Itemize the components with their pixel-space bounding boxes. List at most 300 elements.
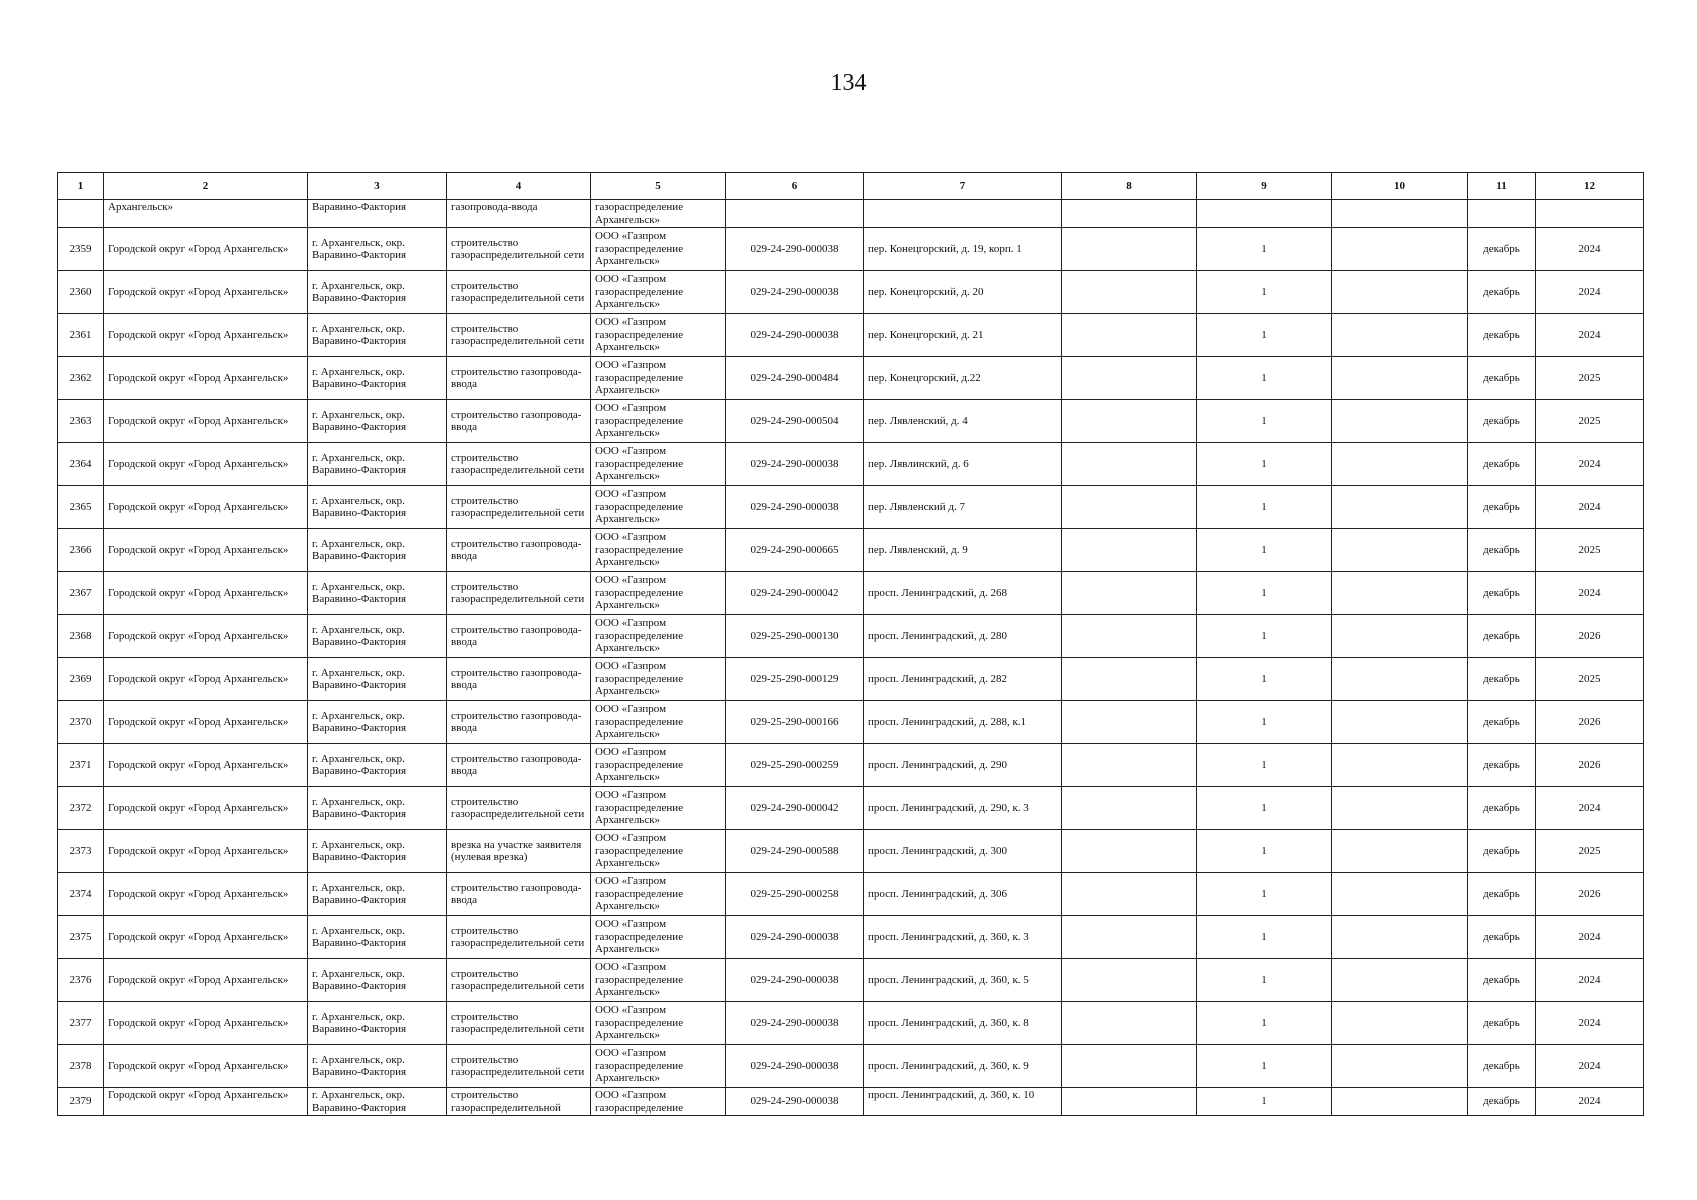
year-cell: 2025 [1536,357,1644,400]
year-cell: 2024 [1536,1045,1644,1088]
col10-cell [1332,916,1468,959]
table-row [58,1045,1644,1088]
work-type-cell: строительство газораспределительной [447,1088,591,1116]
col8-cell [1062,1002,1197,1045]
row-number-cell: 2367 [58,572,104,615]
row-number-cell: 2364 [58,443,104,486]
column-header: 2 [104,173,308,200]
col10-cell [1332,400,1468,443]
municipality-cell: Городской округ «Город Архангельск» [104,1088,308,1116]
organization-cell: ООО «Газпром газораспределение Архангельск» [591,400,726,443]
year-cell: 2024 [1536,271,1644,314]
count-cell: 1 [1197,357,1332,400]
program-number-cell: 029-25-290-000129 [726,658,864,701]
count-cell: 1 [1197,572,1332,615]
month-cell: декабрь [1468,271,1536,314]
table-row [58,314,1644,357]
row-number-cell: 2366 [58,529,104,572]
municipality-cell: Городской округ «Город Архангельск» [104,1045,308,1088]
month-cell: декабрь [1468,228,1536,271]
table-row [58,916,1644,959]
col8-cell [1062,357,1197,400]
municipality-cell: Городской округ «Город Архангельск» [104,959,308,1002]
locality-cell: г. Архангельск, окр. Варавино-Фактория [308,314,447,357]
locality-cell: г. Архангельск, окр. Варавино-Фактория [308,787,447,830]
count-cell: 1 [1197,615,1332,658]
organization-cell: ООО «Газпром газораспределение Архангельск» [591,357,726,400]
col10-cell [1332,1002,1468,1045]
municipality-cell: Городской округ «Город Архангельск» [104,443,308,486]
count-cell: 1 [1197,486,1332,529]
month-cell: декабрь [1468,400,1536,443]
col10-cell [1332,615,1468,658]
month-cell: декабрь [1468,1002,1536,1045]
row-number-cell: 2368 [58,615,104,658]
program-number-cell: 029-24-290-000038 [726,1002,864,1045]
table-row [58,572,1644,615]
program-number-cell: 029-24-290-000484 [726,357,864,400]
column-header: 7 [864,173,1062,200]
column-header: 5 [591,173,726,200]
col10-cell [1332,357,1468,400]
col8-cell [1062,443,1197,486]
program-number-cell: 029-25-290-000258 [726,873,864,916]
year-cell: 2024 [1536,916,1644,959]
month-cell: декабрь [1468,357,1536,400]
row-number-cell: 2362 [58,357,104,400]
year-cell: 2024 [1536,486,1644,529]
row-number-cell: 2377 [58,1002,104,1045]
col8-cell [1062,314,1197,357]
table-row [58,486,1644,529]
program-number-cell [726,200,864,228]
year-cell: 2024 [1536,314,1644,357]
count-cell: 1 [1197,1002,1332,1045]
table-header-row [58,173,1644,200]
col10-cell [1332,572,1468,615]
month-cell: декабрь [1468,572,1536,615]
organization-cell: ООО «Газпром газораспределение [591,1088,726,1116]
row-number-cell: 2363 [58,400,104,443]
column-header: 6 [726,173,864,200]
year-cell: 2026 [1536,744,1644,787]
locality-cell: г. Архангельск, окр. Варавино-Фактория [308,572,447,615]
month-cell: декабрь [1468,744,1536,787]
address-cell: просп. Ленинградский, д. 306 [864,873,1062,916]
municipality-cell: Городской округ «Город Архангельск» [104,314,308,357]
address-cell: пер. Лявленский, д. 9 [864,529,1062,572]
col10-cell [1332,1045,1468,1088]
address-cell: пер. Лявленский, д. 4 [864,400,1062,443]
work-type-cell: строительство газораспределительной сети [447,1002,591,1045]
municipality-cell: Городской округ «Город Архангельск» [104,615,308,658]
col8-cell [1062,658,1197,701]
address-cell: просп. Ленинградский, д. 290 [864,744,1062,787]
locality-cell: Варавино-Фактория [308,200,447,228]
address-cell: пер. Конецгорский, д.22 [864,357,1062,400]
count-cell: 1 [1197,271,1332,314]
year-cell: 2026 [1536,873,1644,916]
table-row [58,701,1644,744]
organization-cell: ООО «Газпром газораспределение Архангельск» [591,443,726,486]
year-cell: 2024 [1536,1002,1644,1045]
count-cell: 1 [1197,916,1332,959]
count-cell [1197,200,1332,228]
work-type-cell: газопровода-ввода [447,200,591,228]
municipality-cell: Городской округ «Город Архангельск» [104,916,308,959]
count-cell: 1 [1197,529,1332,572]
program-number-cell: 029-24-290-000038 [726,959,864,1002]
address-cell: пер. Лявленский д. 7 [864,486,1062,529]
address-cell [864,200,1062,228]
col10-cell [1332,658,1468,701]
col8-cell [1062,959,1197,1002]
col10-cell [1332,314,1468,357]
month-cell: декабрь [1468,701,1536,744]
col8-cell [1062,615,1197,658]
municipality-cell: Городской округ «Город Архангельск» [104,744,308,787]
locality-cell: г. Архангельск, окр. Варавино-Фактория [308,400,447,443]
row-number-cell: 2371 [58,744,104,787]
year-cell: 2024 [1536,959,1644,1002]
locality-cell: г. Архангельск, окр. Варавино-Фактория [308,658,447,701]
year-cell [1536,200,1644,228]
municipality-cell: Архангельск» [104,200,308,228]
column-header: 12 [1536,173,1644,200]
program-number-cell: 029-25-290-000130 [726,615,864,658]
locality-cell: г. Архангельск, окр. Варавино-Фактория [308,916,447,959]
column-header: 4 [447,173,591,200]
page-number: 134 [830,70,867,96]
table-row [58,830,1644,873]
row-number-cell: 2378 [58,1045,104,1088]
data-table [57,172,1644,1116]
count-cell: 1 [1197,959,1332,1002]
locality-cell: г. Архангельск, окр. Варавино-Фактория [308,443,447,486]
organization-cell: ООО «Газпром газораспределение Архангельск» [591,615,726,658]
locality-cell: г. Архангельск, окр. Варавино-Фактория [308,271,447,314]
municipality-cell: Городской округ «Город Архангельск» [104,400,308,443]
year-cell: 2025 [1536,830,1644,873]
locality-cell: г. Архангельск, окр. Варавино-Фактория [308,486,447,529]
row-number-cell: 2373 [58,830,104,873]
column-header: 1 [58,173,104,200]
program-number-cell: 029-24-290-000038 [726,228,864,271]
organization-cell: ООО «Газпром газораспределение Архангельск» [591,873,726,916]
locality-cell: г. Архангельск, окр. Варавино-Фактория [308,615,447,658]
organization-cell: ООО «Газпром газораспределение Архангельск» [591,744,726,787]
year-cell: 2025 [1536,529,1644,572]
work-type-cell: строительство газораспределительной сети [447,314,591,357]
locality-cell: г. Архангельск, окр. Варавино-Фактория [308,701,447,744]
work-type-cell: строительство газораспределительной сети [447,959,591,1002]
work-type-cell: строительство газопровода-ввода [447,400,591,443]
program-number-cell: 029-24-290-000038 [726,1045,864,1088]
municipality-cell: Городской округ «Город Архангельск» [104,357,308,400]
program-number-cell: 029-24-290-000042 [726,572,864,615]
count-cell: 1 [1197,1045,1332,1088]
work-type-cell: строительство газораспределительной сети [447,572,591,615]
col10-cell [1332,443,1468,486]
work-type-cell: строительство газораспределительной сети [447,271,591,314]
row-number-cell: 2375 [58,916,104,959]
work-type-cell: строительство газораспределительной сети [447,443,591,486]
work-type-cell: строительство газораспределительной сети [447,228,591,271]
organization-cell: ООО «Газпром газораспределение Архангельск» [591,787,726,830]
address-cell: пер. Конецгорский, д. 21 [864,314,1062,357]
column-header: 10 [1332,173,1468,200]
municipality-cell: Городской округ «Город Архангельск» [104,572,308,615]
year-cell: 2026 [1536,615,1644,658]
month-cell: декабрь [1468,787,1536,830]
month-cell: декабрь [1468,443,1536,486]
column-header: 9 [1197,173,1332,200]
col8-cell [1062,400,1197,443]
organization-cell: ООО «Газпром газораспределение Архангельск» [591,830,726,873]
year-cell: 2025 [1536,400,1644,443]
year-cell: 2024 [1536,1088,1644,1116]
locality-cell: г. Архангельск, окр. Варавино-Фактория [308,744,447,787]
municipality-cell: Городской округ «Город Архангельск» [104,701,308,744]
table-row [58,744,1644,787]
col10-cell [1332,830,1468,873]
program-number-cell: 029-24-290-000042 [726,787,864,830]
municipality-cell: Городской округ «Город Архангельск» [104,1002,308,1045]
table-row [58,959,1644,1002]
year-cell: 2024 [1536,787,1644,830]
address-cell: просп. Ленинградский, д. 360, к. 5 [864,959,1062,1002]
organization-cell: ООО «Газпром газораспределение Архангельск» [591,486,726,529]
address-cell: пер. Конецгорский, д. 19, корп. 1 [864,228,1062,271]
row-number-cell: 2379 [58,1088,104,1116]
work-type-cell: строительство газопровода-ввода [447,357,591,400]
count-cell: 1 [1197,873,1332,916]
work-type-cell: строительство газораспределительной сети [447,486,591,529]
year-cell: 2024 [1536,228,1644,271]
col10-cell [1332,529,1468,572]
work-type-cell: строительство газопровода-ввода [447,615,591,658]
organization-cell: ООО «Газпром газораспределение Архангельск» [591,314,726,357]
table-row [58,658,1644,701]
locality-cell: г. Архангельск, окр. Варавино-Фактория [308,1002,447,1045]
month-cell [1468,200,1536,228]
month-cell: декабрь [1468,873,1536,916]
work-type-cell: врезка на участке заявителя (нулевая врезка) [447,830,591,873]
col10-cell [1332,787,1468,830]
work-type-cell: строительство газопровода-ввода [447,873,591,916]
organization-cell: ООО «Газпром газораспределение Архангельск» [591,658,726,701]
column-header: 3 [308,173,447,200]
col8-cell [1062,572,1197,615]
count-cell: 1 [1197,228,1332,271]
program-number-cell: 029-24-290-000504 [726,400,864,443]
table-row [58,1002,1644,1045]
table-row [58,200,1644,228]
month-cell: декабрь [1468,615,1536,658]
address-cell: просп. Ленинградский, д. 280 [864,615,1062,658]
col10-cell [1332,486,1468,529]
count-cell: 1 [1197,314,1332,357]
program-number-cell: 029-24-290-000038 [726,486,864,529]
table-row [58,443,1644,486]
organization-cell: ООО «Газпром газораспределение Архангельск» [591,916,726,959]
col8-cell [1062,271,1197,314]
program-number-cell: 029-24-290-000588 [726,830,864,873]
col10-cell [1332,1088,1468,1116]
address-cell: просп. Ленинградский, д. 288, к.1 [864,701,1062,744]
col8-cell [1062,529,1197,572]
month-cell: декабрь [1468,1088,1536,1116]
municipality-cell: Городской округ «Город Архангельск» [104,873,308,916]
work-type-cell: строительство газопровода-ввода [447,658,591,701]
municipality-cell: Городской округ «Город Архангельск» [104,529,308,572]
month-cell: декабрь [1468,529,1536,572]
row-number-cell: 2365 [58,486,104,529]
count-cell: 1 [1197,400,1332,443]
address-cell: просп. Ленинградский, д. 360, к. 3 [864,916,1062,959]
locality-cell: г. Архангельск, окр. Варавино-Фактория [308,1088,447,1116]
address-cell: просп. Ленинградский, д. 360, к. 8 [864,1002,1062,1045]
col8-cell [1062,916,1197,959]
row-number-cell [58,200,104,228]
count-cell: 1 [1197,744,1332,787]
col10-cell [1332,873,1468,916]
col8-cell [1062,1045,1197,1088]
month-cell: декабрь [1468,916,1536,959]
col10-cell [1332,744,1468,787]
table-row [58,529,1644,572]
program-number-cell: 029-24-290-000038 [726,314,864,357]
count-cell: 1 [1197,787,1332,830]
year-cell: 2024 [1536,443,1644,486]
row-number-cell: 2372 [58,787,104,830]
row-number-cell: 2360 [58,271,104,314]
organization-cell: ООО «Газпром газораспределение Архангельск» [591,1045,726,1088]
month-cell: декабрь [1468,314,1536,357]
row-number-cell: 2369 [58,658,104,701]
col10-cell [1332,271,1468,314]
year-cell: 2026 [1536,701,1644,744]
count-cell: 1 [1197,443,1332,486]
work-type-cell: строительство газораспределительной сети [447,916,591,959]
count-cell: 1 [1197,658,1332,701]
address-cell: просп. Ленинградский, д. 360, к. 9 [864,1045,1062,1088]
organization-cell: ООО «Газпром газораспределение Архангельск» [591,701,726,744]
municipality-cell: Городской округ «Город Архангельск» [104,787,308,830]
work-type-cell: строительство газораспределительной сети [447,787,591,830]
locality-cell: г. Архангельск, окр. Варавино-Фактория [308,873,447,916]
table-row [58,615,1644,658]
col8-cell [1062,830,1197,873]
col8-cell [1062,486,1197,529]
col8-cell [1062,787,1197,830]
col8-cell [1062,200,1197,228]
locality-cell: г. Архангельск, окр. Варавино-Фактория [308,357,447,400]
organization-cell: ООО «Газпром газораспределение Архангельск» [591,1002,726,1045]
municipality-cell: Городской округ «Город Архангельск» [104,658,308,701]
row-number-cell: 2359 [58,228,104,271]
locality-cell: г. Архангельск, окр. Варавино-Фактория [308,830,447,873]
organization-cell: ООО «Газпром газораспределение Архангельск» [591,959,726,1002]
month-cell: декабрь [1468,658,1536,701]
row-number-cell: 2374 [58,873,104,916]
locality-cell: г. Архангельск, окр. Варавино-Фактория [308,959,447,1002]
work-type-cell: строительство газопровода-ввода [447,744,591,787]
year-cell: 2024 [1536,572,1644,615]
program-number-cell: 029-24-290-000038 [726,1088,864,1116]
column-header: 11 [1468,173,1536,200]
address-cell: просп. Ленинградский, д. 282 [864,658,1062,701]
program-number-cell: 029-24-290-000038 [726,271,864,314]
work-type-cell: строительство газопровода-ввода [447,529,591,572]
address-cell: просп. Ленинградский, д. 268 [864,572,1062,615]
table-row [58,228,1644,271]
row-number-cell: 2370 [58,701,104,744]
count-cell: 1 [1197,1088,1332,1116]
work-type-cell: строительство газораспределительной сети [447,1045,591,1088]
organization-cell: ООО «Газпром газораспределение Архангельск» [591,228,726,271]
municipality-cell: Городской округ «Город Архангельск» [104,228,308,271]
table-row [58,271,1644,314]
year-cell: 2025 [1536,658,1644,701]
municipality-cell: Городской округ «Город Архангельск» [104,486,308,529]
address-cell: просп. Ленинградский, д. 290, к. 3 [864,787,1062,830]
locality-cell: г. Архангельск, окр. Варавино-Фактория [308,228,447,271]
program-number-cell: 029-24-290-000665 [726,529,864,572]
address-cell: просп. Ленинградский, д. 360, к. 10 [864,1088,1062,1116]
col10-cell [1332,228,1468,271]
col8-cell [1062,873,1197,916]
organization-cell: ООО «Газпром газораспределение Архангельск» [591,271,726,314]
organization-cell: газораспределение Архангельск» [591,200,726,228]
organization-cell: ООО «Газпром газораспределение Архангельск» [591,529,726,572]
col10-cell [1332,200,1468,228]
table-row [58,357,1644,400]
count-cell: 1 [1197,701,1332,744]
table-row [58,873,1644,916]
locality-cell: г. Архангельск, окр. Варавино-Фактория [308,529,447,572]
address-cell: пер. Лявлинский, д. 6 [864,443,1062,486]
month-cell: декабрь [1468,1045,1536,1088]
locality-cell: г. Архангельск, окр. Варавино-Фактория [308,1045,447,1088]
table-row [58,400,1644,443]
address-cell: просп. Ленинградский, д. 300 [864,830,1062,873]
organization-cell: ООО «Газпром газораспределение Архангельск» [591,572,726,615]
program-number-cell: 029-25-290-000166 [726,701,864,744]
table-body [58,200,1644,1116]
table-row [58,1088,1644,1116]
month-cell: декабрь [1468,486,1536,529]
month-cell: декабрь [1468,959,1536,1002]
municipality-cell: Городской округ «Город Архангельск» [104,271,308,314]
col8-cell [1062,744,1197,787]
col8-cell [1062,1088,1197,1116]
program-number-cell: 029-25-290-000259 [726,744,864,787]
program-number-cell: 029-24-290-000038 [726,916,864,959]
program-number-cell: 029-24-290-000038 [726,443,864,486]
work-type-cell: строительство газопровода-ввода [447,701,591,744]
col8-cell [1062,228,1197,271]
col8-cell [1062,701,1197,744]
month-cell: декабрь [1468,830,1536,873]
row-number-cell: 2376 [58,959,104,1002]
count-cell: 1 [1197,830,1332,873]
col10-cell [1332,701,1468,744]
row-number-cell: 2361 [58,314,104,357]
municipality-cell: Городской округ «Город Архангельск» [104,830,308,873]
col10-cell [1332,959,1468,1002]
table-row [58,787,1644,830]
